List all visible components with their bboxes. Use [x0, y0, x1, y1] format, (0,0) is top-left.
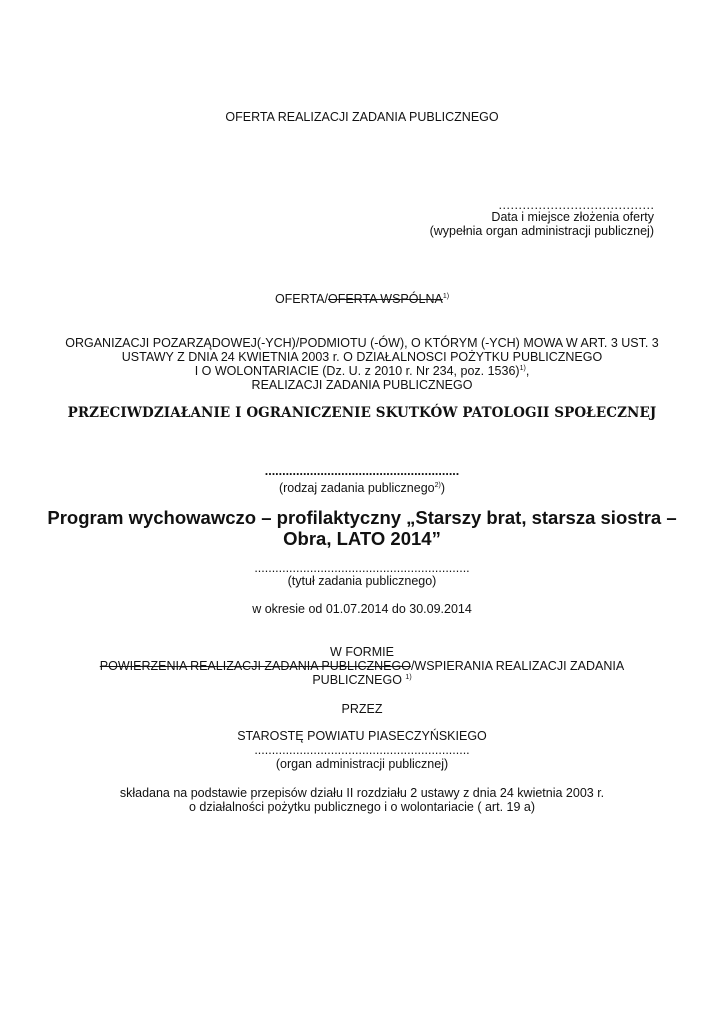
legal-basis-line-2: o działalności pożytku publicznego i o wolontariacie ( art. 19 a)	[188, 800, 536, 814]
task-kind-value: PRZECIWDZIAŁANIE I OGRANICZENIE SKUTKÓW PATOLOGII SPOŁECZNEJ	[67, 405, 657, 421]
task-title-dots: ..............................................................	[254, 561, 470, 575]
organization-line-3-suffix: ,	[525, 364, 530, 378]
task-kind-label-text: (rodzaj zadania publicznego	[278, 481, 435, 495]
form-footnote: 1)	[405, 674, 412, 681]
form-line-2-text: PUBLICZNEGO	[312, 673, 402, 687]
task-kind-label	[0, 481, 724, 495]
legal-basis-line-1: składana na podstawie przepisów działu II rozdziału 2 ustawy z dnia 24 kwietnia 2003 r.	[119, 786, 605, 800]
authority-name: STAROSTĘ POWIATU PIASECZYŃSKIEGO	[237, 729, 487, 743]
organization-footnote: 1)	[519, 365, 526, 372]
form-heading: W FORMIE	[330, 645, 394, 659]
form-rest: /WSPIERANIA REALIZACJI ZADANIA	[410, 659, 625, 673]
form-line-2	[0, 673, 724, 687]
date-place-label: Data i miejsce złożenia oferty	[491, 210, 654, 224]
organization-line-3	[0, 364, 724, 378]
offer-type-main: OFERTA/	[274, 292, 328, 306]
by-heading: PRZEZ	[341, 702, 383, 716]
task-title-label: (tytuł zadania publicznego)	[287, 574, 437, 588]
task-title-line-2: Obra, LATO 2014”	[283, 528, 441, 549]
offer-type-struck: OFERTA WSPÓLNA	[327, 292, 443, 306]
form-struck: POWIERZENIA REALIZACJI ZADANIA PUBLICZNEGO	[99, 659, 411, 673]
document-header: OFERTA REALIZACJI ZADANIA PUBLICZNEGO	[225, 110, 499, 124]
organization-line-2: USTAWY Z DNIA 24 KWIETNIA 2003 r. O DZIAŁALNOSCI POŻYTKU PUBLICZNEGO	[121, 350, 603, 364]
organization-line-3-text: I O WOLONTARIACIE (Dz. U. z 2010 r. Nr 234, poz. 1536)	[194, 364, 520, 378]
task-kind-dots: ........................................................	[264, 464, 460, 478]
task-kind-label-suffix: )	[440, 481, 446, 495]
date-place-note: (wypełnia organ administracji publicznej)	[429, 224, 654, 238]
offer-type-footnote: 1)	[442, 293, 450, 300]
offer-type	[0, 292, 724, 306]
date-dots: …………………………………	[498, 198, 654, 212]
authority-dots: ..............................................................	[254, 743, 470, 757]
task-kind-footnote: 2)	[434, 482, 441, 489]
organization-line-4: REALIZACJI ZADANIA PUBLICZNEGO	[251, 378, 473, 392]
organization-line-1: ORGANIZACJI POZARZĄDOWEJ(-YCH)/PODMIOTU (-ÓW), O KTÓRYM (-YCH) MOWA W ART. 3 UST. 3	[65, 336, 659, 350]
form-line-1	[0, 659, 724, 673]
authority-label: (organ administracji publicznej)	[275, 757, 449, 771]
task-title-line-1: Program wychowawczo – profilaktyczny „Starszy brat, starsza siostra –	[47, 507, 677, 528]
task-period: w okresie od 01.07.2014 do 30.09.2014	[252, 602, 472, 616]
